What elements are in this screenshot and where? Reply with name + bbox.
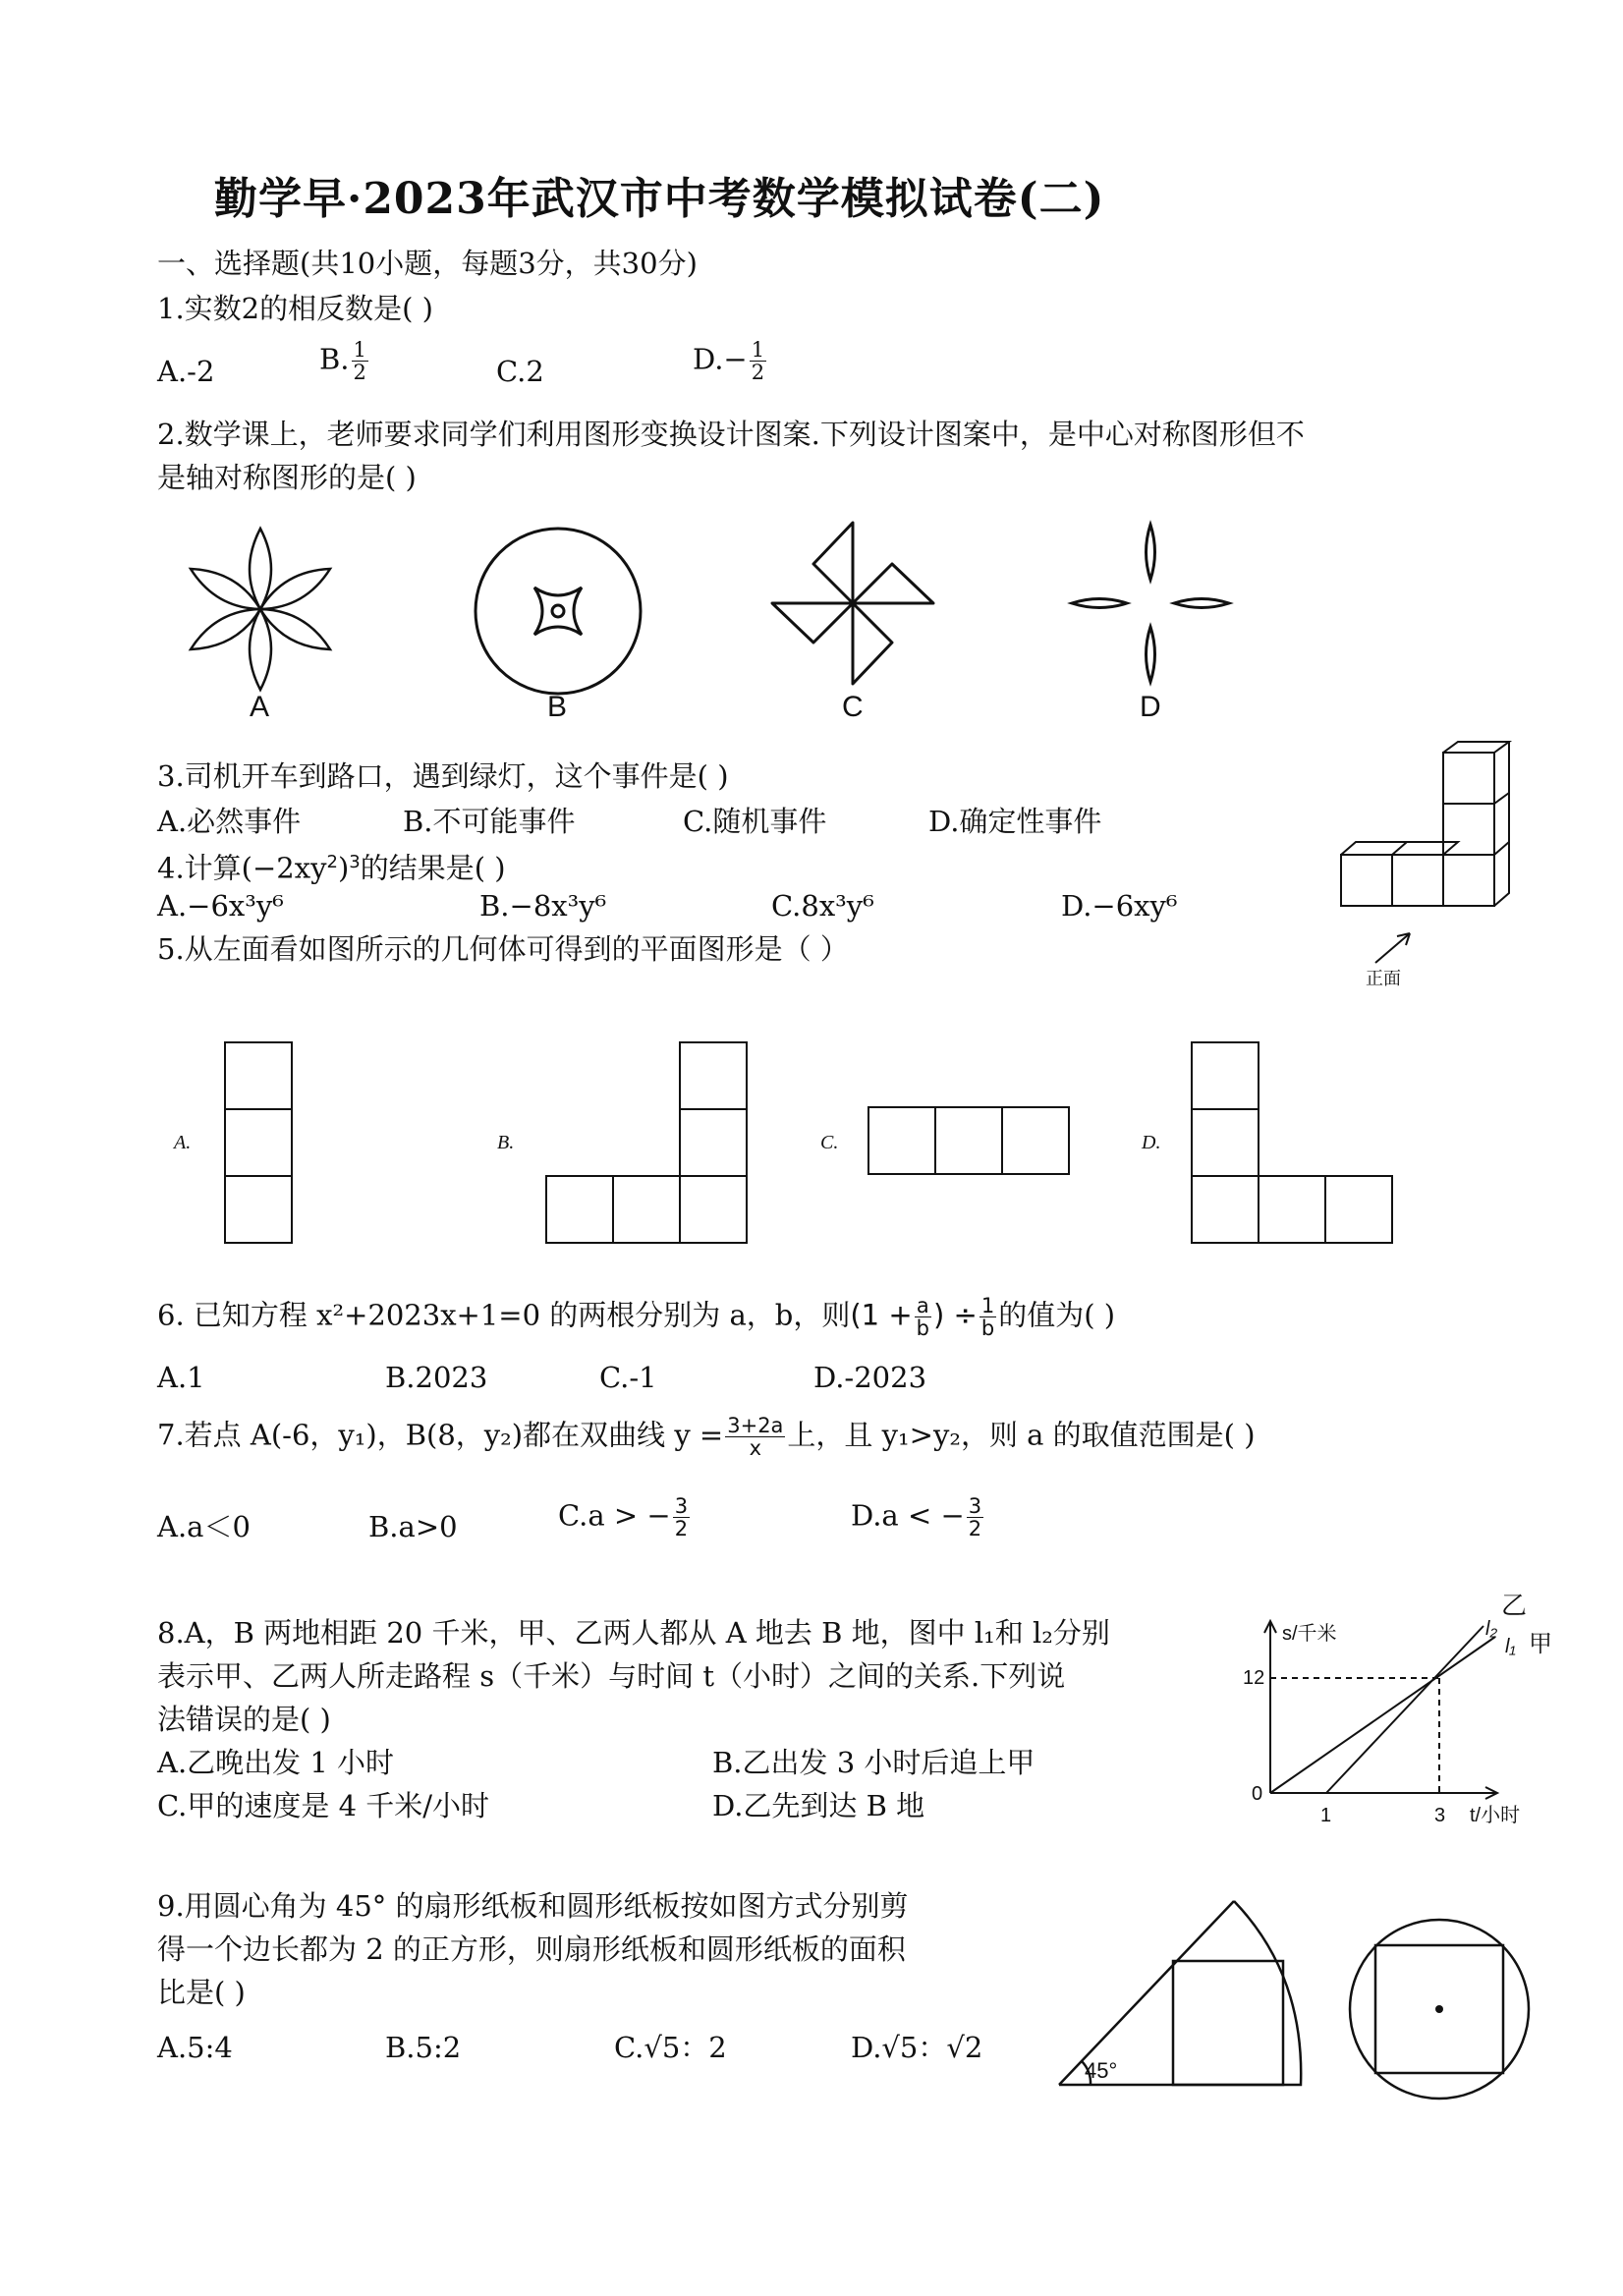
q4-stem-pre: 4.计算(−2xy bbox=[157, 851, 327, 885]
q9-option-c: C.√5：2 bbox=[614, 2031, 727, 2064]
q7-option-c-prefix: C.a > − bbox=[558, 1498, 671, 1533]
q6-stem-post: 的值为( ) bbox=[998, 1298, 1116, 1332]
q6-fraction-1-over-b: $\frac{1}{b}$ bbox=[980, 1294, 995, 1340]
q7-option-d bbox=[851, 1495, 985, 1540]
q9-circle-figure bbox=[1346, 1916, 1533, 2102]
q8-stem-line3: 法错误的是( ) bbox=[157, 1703, 331, 1736]
q7-option-c-fraction: $\frac{3}{2}$ bbox=[674, 1494, 689, 1540]
q6-stem-pre: 6. 已知方程 x²+2023x+1=0 的两根分别为 a，b，则 bbox=[157, 1298, 851, 1332]
q8-line-l1-label: l₁ bbox=[1505, 1636, 1516, 1657]
q5-option-d-label: D. bbox=[1142, 1132, 1161, 1153]
q8-option-d: D.乙先到达 B 地 bbox=[712, 1789, 925, 1822]
q6-option-c: C.-1 bbox=[599, 1361, 657, 1394]
q3-option-c: C.随机事件 bbox=[683, 805, 827, 838]
q8-x-tick-1: 1 bbox=[1320, 1805, 1332, 1826]
q5-front-label: 正面 bbox=[1366, 969, 1401, 988]
q9-angle-label: 45° bbox=[1085, 2058, 1118, 2083]
q4-stem: 4.计算$(-2xy^2)^3$的结果是( ) bbox=[157, 851, 506, 885]
q8-option-a: A.乙晚出发 1 小时 bbox=[157, 1746, 395, 1779]
q6-option-d: D.-2023 bbox=[813, 1361, 927, 1394]
q6-option-a: A.1 bbox=[157, 1361, 205, 1394]
q8-x-tick-3: 3 bbox=[1434, 1805, 1446, 1826]
q7-option-c bbox=[558, 1495, 692, 1540]
q1-option-b-prefix: B. bbox=[319, 342, 350, 376]
q3-option-a: A.必然事件 bbox=[157, 805, 302, 838]
q1-option-d-fraction: $\frac{1}{2}$ bbox=[751, 338, 765, 384]
q5-option-d-figure bbox=[1191, 1041, 1397, 1248]
q8-origin-label: 0 bbox=[1252, 1783, 1263, 1805]
q2-figure-a-flower bbox=[172, 521, 349, 698]
q2-label-b: B bbox=[547, 691, 568, 723]
q4-option-a: A.−6x³y⁶ bbox=[157, 889, 284, 923]
q1-option-d-prefix: D.− bbox=[693, 342, 748, 376]
q7-option-a: A.a＜0 bbox=[157, 1510, 251, 1543]
q2-label-c: C bbox=[842, 691, 864, 723]
q8-option-c: C.甲的速度是 4 千米/小时 bbox=[157, 1789, 490, 1822]
q9-option-a: A.5:4 bbox=[157, 2031, 233, 2064]
q9-option-b: B.5:2 bbox=[385, 2031, 462, 2064]
q2-figure-d-leaves bbox=[1066, 519, 1235, 688]
page-title: 勤学早·2023年武汉市中考数学模拟试卷(二) bbox=[214, 174, 1105, 224]
q2-stem-line1: 2.数学课上，老师要求同学们利用图形变换设计图案.下列设计图案中，是中心对称图形但不 bbox=[157, 418, 1305, 451]
q1-option-d bbox=[693, 339, 768, 383]
q7-stem-pre: 7.若点 A(-6，y₁)，B(8，y₂)都在双曲线 y = bbox=[157, 1418, 724, 1452]
q7-option-d-fraction: $\frac{3}{2}$ bbox=[968, 1494, 982, 1540]
q2-label-a: A bbox=[250, 691, 270, 723]
q2-figure-b-coin bbox=[470, 523, 646, 700]
q8-stem-line1: 8.A，B 两地相距 20 千米，甲、乙两人都从 A 地去 B 地，图中 l₁和 l₂分别 bbox=[157, 1616, 1110, 1650]
q3-stem: 3.司机开车到路口，遇到绿灯，这个事件是( ) bbox=[157, 759, 729, 793]
section-heading: 一、选择题(共10小题，每题3分，共30分) bbox=[157, 247, 698, 280]
q1-stem: 1.实数2的相反数是( ) bbox=[157, 292, 433, 325]
q8-y-axis-label: s/千米 bbox=[1282, 1623, 1337, 1645]
q8-series-jia: 甲 bbox=[1529, 1631, 1552, 1657]
q1-option-c: C.2 bbox=[496, 355, 544, 388]
q9-option-d: D.√5：√2 bbox=[851, 2031, 983, 2064]
q8-stem-line2: 表示甲、乙两人所走路程 s（千米）与时间 t（小时）之间的关系.下列说 bbox=[157, 1659, 1066, 1693]
q8-series-yi: 乙 bbox=[1501, 1591, 1528, 1620]
q1-option-a: A.-2 bbox=[157, 355, 215, 388]
q5-option-c-label: C. bbox=[820, 1132, 839, 1153]
q3-option-d: D.确定性事件 bbox=[928, 805, 1102, 838]
q5-option-c-figure bbox=[867, 1106, 1074, 1177]
q2-label-d: D bbox=[1140, 691, 1161, 723]
q5-option-b-figure bbox=[545, 1041, 752, 1248]
q4-stem-post: 的结果是( ) bbox=[360, 851, 506, 885]
q4-option-d: D.−6xy⁶ bbox=[1061, 889, 1178, 923]
q1-option-b bbox=[319, 339, 370, 383]
q9-stem-line2: 得一个边长都为 2 的正方形，则扇形纸板和圆形纸板的面积 bbox=[157, 1932, 906, 1966]
q9-stem-line1: 9.用圆心角为 45° 的扇形纸板和圆形纸板按如图方式分别剪 bbox=[157, 1889, 909, 1923]
q3-option-b: B.不可能事件 bbox=[403, 805, 576, 838]
q8-option-b: B.乙出发 3 小时后追上甲 bbox=[712, 1746, 1035, 1779]
q8-y-tick-12: 12 bbox=[1243, 1667, 1265, 1689]
q6-expr-b: ) ÷ bbox=[932, 1298, 978, 1332]
q5-stem: 5.从左面看如图所示的几何体可得到的平面图形是（ ） bbox=[157, 932, 849, 966]
q6-fraction-a-over-b: $\frac{a}{b}$ bbox=[916, 1294, 929, 1340]
q5-solid-figure bbox=[1336, 742, 1523, 997]
q4-option-c: C.8x³y⁶ bbox=[771, 889, 874, 923]
q7-fraction: $\frac{3+2a}{x}$ bbox=[727, 1414, 784, 1460]
q7-option-b: B.a>0 bbox=[368, 1510, 458, 1543]
q9-stem-line3: 比是( ) bbox=[157, 1976, 246, 2009]
q6-stem bbox=[157, 1295, 1115, 1339]
q6-expr-a: (1 + bbox=[850, 1298, 913, 1332]
q4-option-b: B.−8x³y⁶ bbox=[479, 889, 607, 923]
q8-x-axis-label: t/小时 bbox=[1470, 1805, 1521, 1826]
q1-option-b-fraction: $\frac{1}{2}$ bbox=[353, 338, 366, 384]
q2-figure-c-pinwheel bbox=[768, 519, 937, 688]
q2-stem-line2: 是轴对称图形的是( ) bbox=[157, 461, 417, 494]
q5-option-b-label: B. bbox=[497, 1132, 515, 1153]
q5-option-a-figure bbox=[224, 1041, 293, 1248]
q7-stem bbox=[157, 1415, 1256, 1459]
q5-option-a-label: A. bbox=[174, 1132, 192, 1153]
q6-option-b: B.2023 bbox=[385, 1361, 488, 1394]
q7-option-d-prefix: D.a < − bbox=[851, 1498, 965, 1533]
q7-stem-post: 上，且 y₁>y₂，则 a 的取值范围是( ) bbox=[787, 1418, 1256, 1452]
q8-line-l2-label: l₂ bbox=[1485, 1618, 1498, 1640]
